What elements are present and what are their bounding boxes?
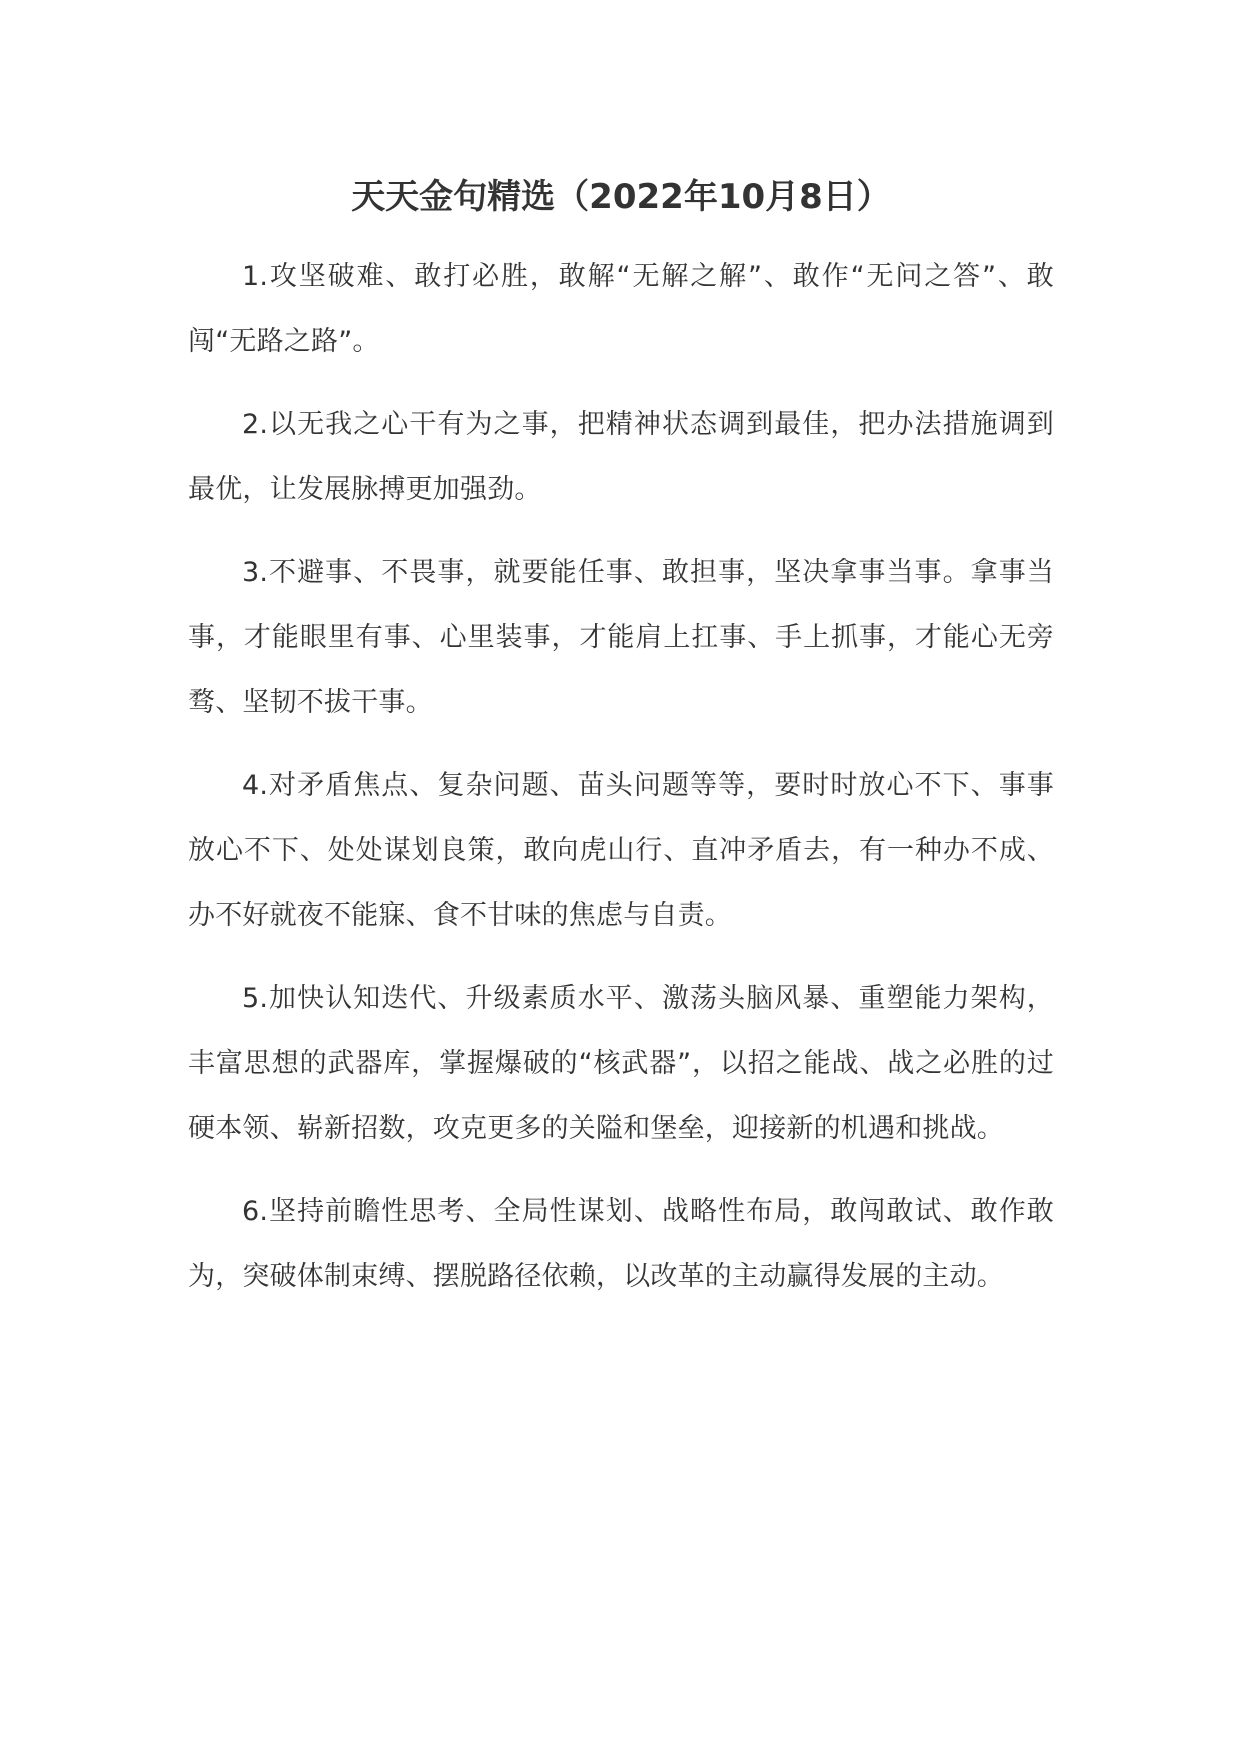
document-title: 天天金句精选（2022年10月8日） xyxy=(351,177,891,217)
quote-paragraph-2: 2.以无我之心干有为之事，把精神状态调到最佳，把办法措施调到最优，让发展脉搏更加强劲。 xyxy=(188,409,1054,505)
quote-paragraph-4: 4.对矛盾焦点、复杂问题、苗头问题等等，要时时放心不下、事事放心不下、处处谋划良策，敢向虎山行、直冲矛盾去，有一种办不成、办不好就夜不能寐、食不甘味的焦虑与自责。 xyxy=(188,770,1054,931)
quote-paragraph-3: 3.不避事、不畏事，就要能任事、敢担事，坚决拿事当事。拿事当事，才能眼里有事、心里装事，才能肩上扛事、手上抓事，才能心无旁骛、坚韧不拔干事。 xyxy=(188,557,1054,718)
quote-paragraph-5: 5.加快认知迭代、升级素质水平、激荡头脑风暴、重塑能力架构，丰富思想的武器库，掌握爆破的“核武器”，以招之能战、战之必胜的过硬本领、崭新招数，攻克更多的关隘和堡垒，迎接新的机遇和挑战。 xyxy=(188,983,1054,1144)
quote-paragraph-1: 1.攻坚破难、敢打必胜，敢解“无解之解”、敢作“无问之答”、敢闯“无路之路”。 xyxy=(188,261,1054,357)
document-page xyxy=(188,0,1054,1309)
quote-paragraph-6: 6.坚持前瞻性思考、全局性谋划、战略性布局，敢闯敢试、敢作敢为，突破体制束缚、摆脱路径依赖，以改革的主动赢得发展的主动。 xyxy=(188,1196,1054,1292)
